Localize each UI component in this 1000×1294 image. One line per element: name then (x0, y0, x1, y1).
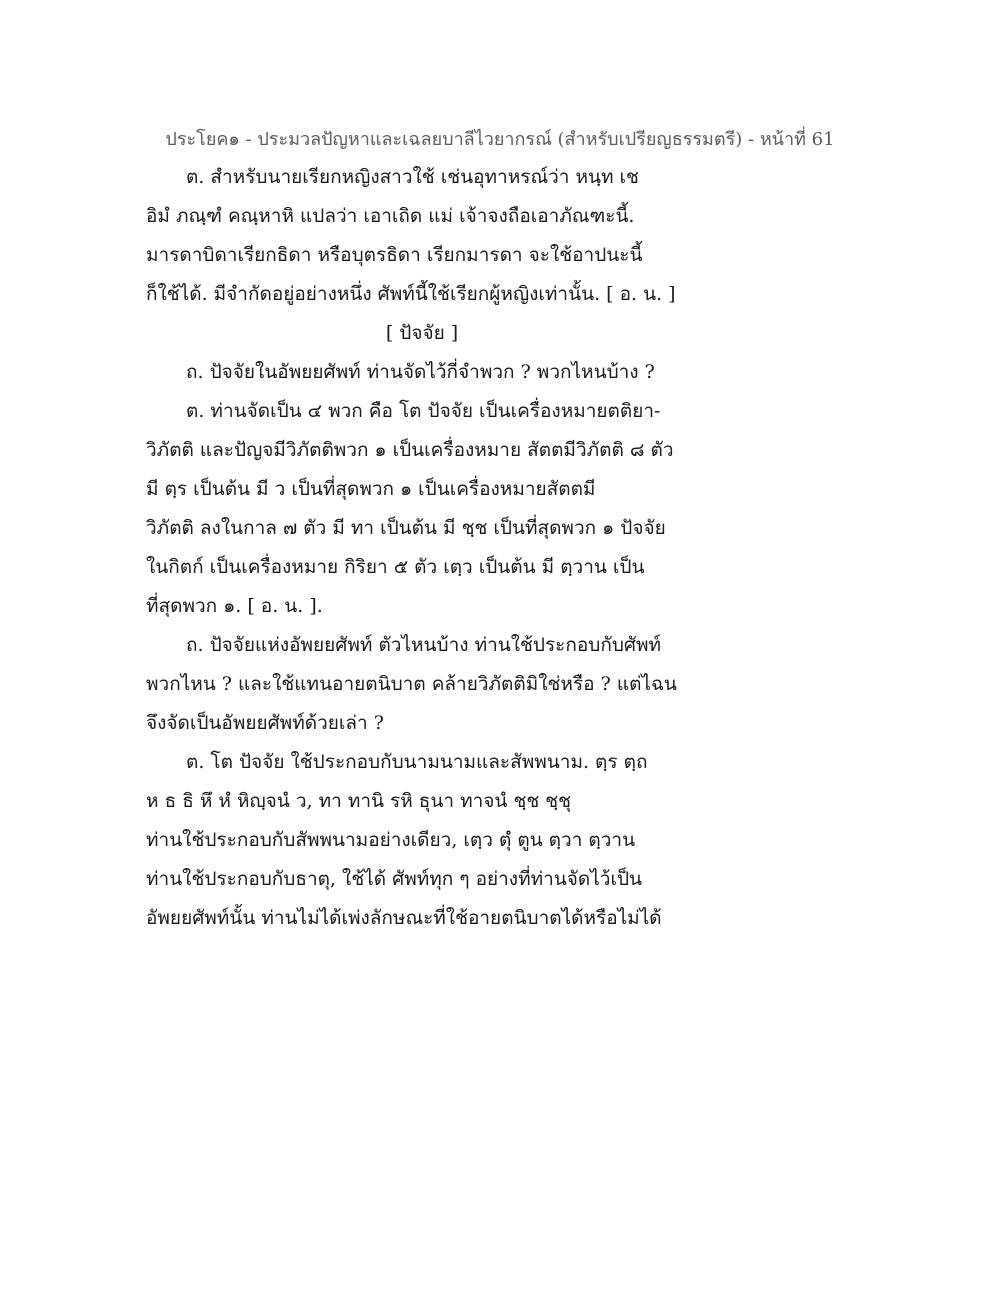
text-line: ต. ท่านจัดเป็น ๔ พวก คือ โต ปัจจัย เป็นเครื่องหมายตติยา- (186, 400, 661, 422)
text-line: ต. สำหรับนายเรียกหญิงสาวใช้ เช่นอุทาหรณ์ว่า หนฺท เช (186, 166, 639, 188)
text-line: ก็ใช้ได้. มีจำกัดอยู่อย่างหนึ่ง ศัพท์นี้ใช้เรียกผู้หญิงเท่านั้น. [ อ. น. ] (146, 283, 676, 305)
text-line: ท่านใช้ประกอบกับธาตุ, ใช้ได้ ศัพท์ทุก ๆ อย่างที่ท่านจัดไว้เป็น (146, 868, 643, 890)
text-line: ต. โต ปัจจัย ใช้ประกอบกับนามนามและสัพพนาม. ตฺร ตฺถ (186, 751, 648, 773)
section-heading: [ ปัจจัย ] (385, 322, 459, 344)
text-line: มี ตฺร เป็นต้น มี ว เป็นที่สุดพวก ๑ เป็นเครื่องหมายสัตตมี (146, 478, 596, 500)
page-header: ประโยค๑ - ประมวลปัญหาและเฉลยบาลีไวยากรณ์ (สำหรับเปรียญธรรมตรี) - หน้าที่ 61 (165, 129, 835, 150)
text-line: จึงจัดเป็นอัพยยศัพท์ด้วยเล่า ? (146, 712, 384, 734)
text-line: ถ. ปัจจัยในอัพยยศัพท์ ท่านจัดไว้กี่จำพวก ? พวกไหนบ้าง ? (186, 361, 655, 383)
document-body (146, 158, 686, 938)
text-line: อิมํ ภณฺฑํ คณฺหาหิ แปลว่า เอาเถิด แม่ เจ้าจงถือเอาภัณฑะนี้. (146, 205, 635, 227)
text-line: มารดาบิดาเรียกธิดา หรือบุตรธิดา เรียกมารดา จะใช้อาปนะนี้ (146, 244, 643, 266)
text-line: ถ. ปัจจัยแห่งอัพยยศัพท์ ตัวไหนบ้าง ท่านใช้ประกอบกับศัพท์ (186, 634, 662, 656)
text-line: พวกไหน ? และใช้แทนอายตนิบาต คล้ายวิภัตติมิใช่หรือ ? แต่ไฉน (146, 673, 677, 695)
text-line: อัพยยศัพท์นั้น ท่านไม่ได้เพ่งลักษณะที่ใช้อายตนิบาตได้หรือไม่ได้ (146, 907, 662, 929)
text-line: ห ธ ธิ หึ หํ หิญฺจนํ ว, ทา ทานิ รหิ ธุนา ทาจนํ ชฺช ชฺชุ (146, 790, 572, 812)
text-line: ท่านใช้ประกอบกับสัพพนามอย่างเดียว, เตฺว ตุํ ตูน ตฺวา ตฺวาน (146, 829, 636, 851)
text-line: ที่สุดพวก ๑. [ อ. น. ]. (146, 595, 323, 617)
text-line: ในกิตก์ เป็นเครื่องหมาย กิริยา ๕ ตัว เตฺว เป็นต้น มี ตฺวาน เป็น (146, 556, 645, 578)
text-line: วิภัตติ ลงในกาล ๗ ตัว มี ทา เป็นต้น มี ชฺช เป็นที่สุดพวก ๑ ปัจจัย (146, 517, 666, 539)
text-line: วิภัตติ และปัญจมีวิภัตติพวก ๑ เป็นเครื่องหมาย สัตตมีวิภัตติ ๘ ตัว (146, 439, 674, 461)
